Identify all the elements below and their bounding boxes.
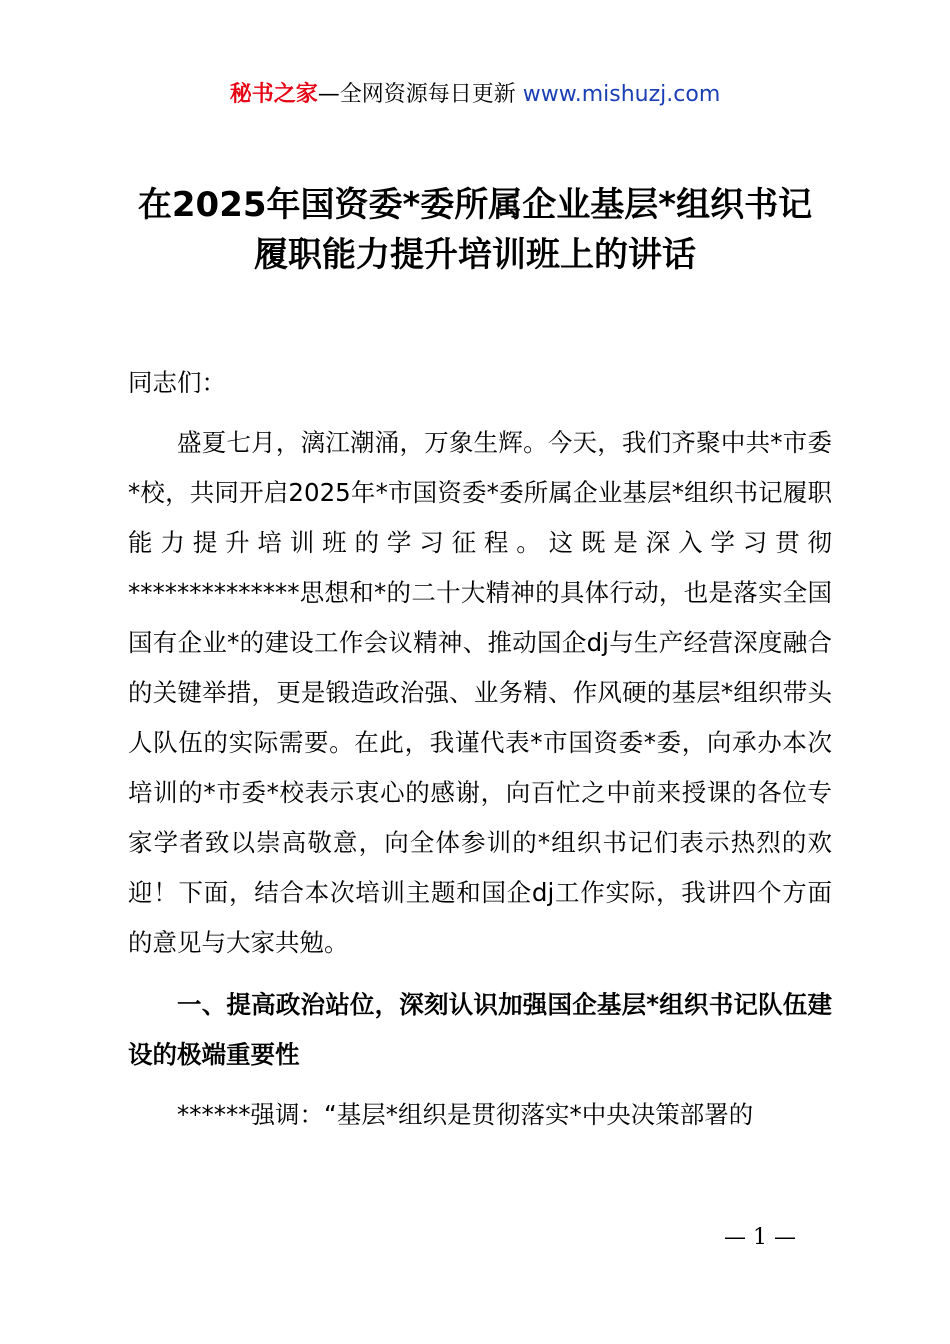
- title-line-1: 在2025年国资委*委所属企业基层*组织书记: [137, 185, 813, 225]
- brand-name: 秘书之家: [229, 82, 318, 107]
- header-tagline: —全网资源每日更新: [317, 82, 523, 107]
- document-title: [110, 180, 840, 280]
- page-number: — 1 —: [724, 1225, 796, 1250]
- section-heading-1: 一、提高政治站位，深刻认识加强国企基层*组织书记队伍建设的极端重要性: [128, 990, 832, 1069]
- title-line-2: 履职能力提升培训班上的讲话: [254, 235, 696, 275]
- opening-paragraph: 盛夏七月，漓江潮涌，万象生辉。今天，我们齐聚中共*市委*校，共同开启2025年*市国资委*委所属企业基层*组织书记履职能力提升培训班的学习征程。这既是深入学习贯彻**************思想和*的二十大精神的具体行动，也是落实全国国有企业*的建设工作会议精神、推动国企dj与生产经营深度融合的关键举措，更是锻造政治强、业务精、作风硬的基层*组织带头人队伍的实际需要。在此，我谨代表*市国资委*委，向承办本次培训的*市委*校表示衷心的感谢，向百忙之中前来授课的各位专家学者致以崇高敬意，向全体参训的*组织书记们表示热烈的欢迎！下面，结合本次培训主题和国企dj工作实际，我讲四个方面的意见与大家共勉。: [128, 428, 832, 957]
- site-url-link[interactable]: www.mishuzj.com: [522, 82, 721, 107]
- site-header: [0, 78, 950, 112]
- salutation: 同志们：: [128, 368, 226, 397]
- section-1-paragraph: ******强调：“基层*组织是贯彻落实*中央决策部署的: [177, 1100, 754, 1129]
